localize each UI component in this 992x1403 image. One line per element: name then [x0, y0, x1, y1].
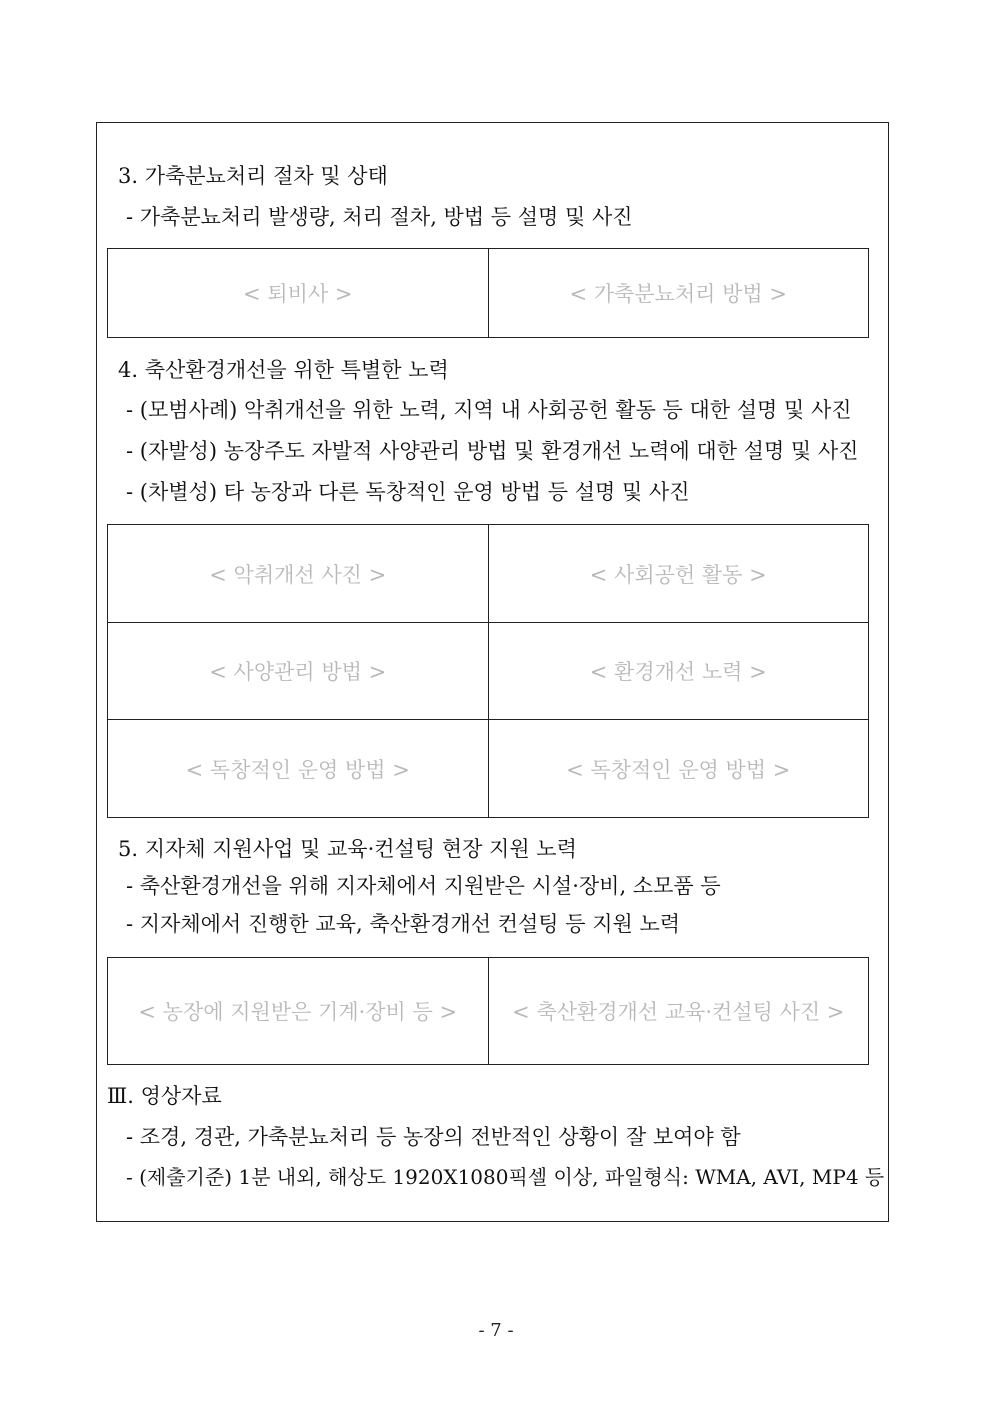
section3-bullet-1: - 가축분뇨처리 발생량, 처리 절차, 방법 등 설명 및 사진	[126, 205, 633, 229]
photo-placeholder-odor: < 악취개선 사진 >	[108, 525, 489, 623]
section3-heading: 3. 가축분뇨처리 절차 및 상태	[118, 164, 388, 188]
section4-bullet-2: - (자발성) 농장주도 자발적 사양관리 방법 및 환경개선 노력에 대한 설명 및 사진	[126, 439, 859, 463]
photo-placeholder-manure-shed: < 퇴비사 >	[108, 249, 489, 338]
photo-placeholder-equipment: < 농장에 지원받은 기계·장비 등 >	[108, 958, 489, 1065]
photo-placeholder-manure-method: < 가축분뇨처리 방법 >	[488, 249, 869, 338]
section4-bullet-1: - (모범사례) 악취개선을 위한 노력, 지역 내 사회공헌 활동 등 대한 설명 및 사진	[126, 398, 852, 422]
section5-bullet-2: - 지자체에서 진행한 교육, 축산환경개선 컨설팅 등 지원 노력	[126, 912, 681, 936]
section6-bullet-1: - 조경, 경관, 가축분뇨처리 등 농장의 전반적인 상황이 잘 보여야 함	[126, 1125, 741, 1149]
page-number: - 7 -	[478, 1320, 514, 1341]
section3-photo-table	[107, 248, 869, 338]
section6-heading: Ⅲ. 영상자료	[107, 1084, 222, 1108]
photo-placeholder-consulting: < 축산환경개선 교육·컨설팅 사진 >	[488, 958, 869, 1065]
photo-placeholder-unique-2: < 독창적인 운영 방법 >	[488, 720, 869, 818]
photo-placeholder-social: < 사회공헌 활동 >	[488, 525, 869, 623]
section4-heading: 4. 축산환경개선을 위한 특별한 노력	[118, 358, 449, 382]
section6-bullet-2: - (제출기준) 1분 내외, 해상도 1920X1080픽셀 이상, 파일형식: WMA, AVI, MP4 등	[126, 1165, 885, 1189]
photo-placeholder-feeding: < 사양관리 방법 >	[108, 623, 489, 720]
photo-placeholder-environment: < 환경개선 노력 >	[488, 623, 869, 720]
section5-heading: 5. 지자체 지원사업 및 교육·컨설팅 현장 지원 노력	[118, 837, 577, 861]
section4-photo-table	[107, 524, 869, 818]
photo-placeholder-unique-1: < 독창적인 운영 방법 >	[108, 720, 489, 818]
section5-bullet-1: - 축산환경개선을 위해 지자체에서 지원받은 시설·장비, 소모품 등	[126, 874, 721, 898]
section4-bullet-3: - (차별성) 타 농장과 다른 독창적인 운영 방법 등 설명 및 사진	[126, 480, 690, 504]
section5-photo-table	[107, 957, 869, 1065]
